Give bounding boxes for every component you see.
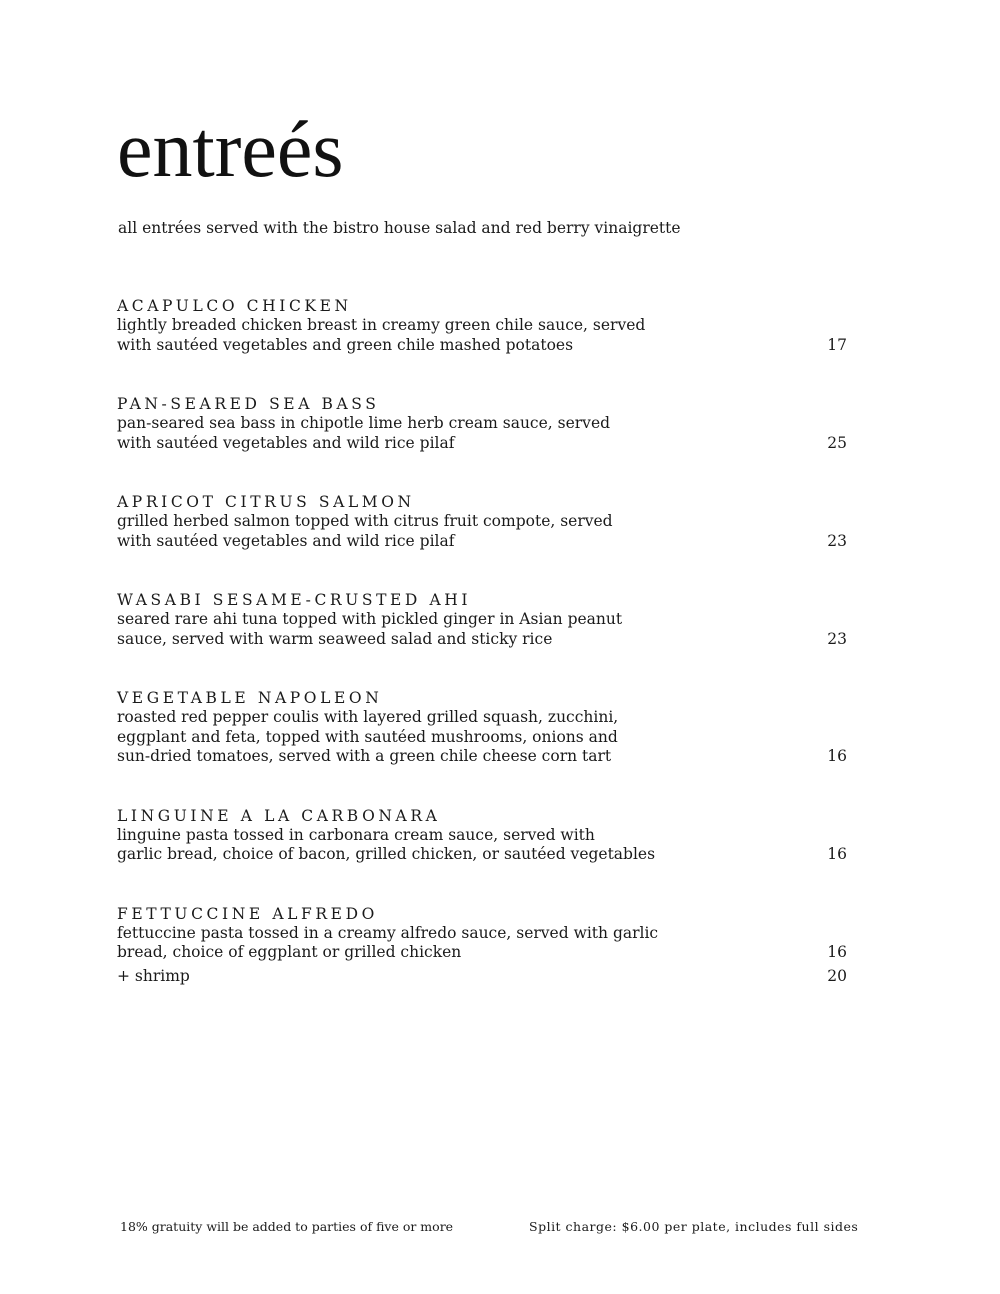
item-price: 16: [827, 747, 847, 765]
item-desc-row: [117, 414, 847, 453]
menu-item-pan-seared-sea-bass: [117, 394, 847, 453]
item-price: 16: [827, 943, 847, 961]
item-price: 25: [827, 433, 847, 452]
item-desc-row: [117, 708, 847, 767]
menu-item-acapulco-chicken: [117, 296, 847, 355]
item-desc-row: [117, 826, 847, 865]
item-desc-row: [117, 610, 847, 649]
addon-label: + shrimp: [117, 966, 190, 985]
item-name: VEGETABLE NAPOLEON: [117, 689, 383, 707]
menu-list: [117, 296, 847, 1025]
item-price: 16: [827, 845, 847, 863]
item-name: FETTUCCINE ALFREDO: [117, 904, 378, 923]
split-charge-note: Split charge: $6.00 per plate, includes full sides: [529, 1219, 859, 1234]
item-name: APRICOT CITRUS SALMON: [117, 493, 415, 511]
gratuity-note: 18% gratuity will be added to parties of five or more: [120, 1219, 454, 1234]
menu-item-vegetable-napoleon: [117, 688, 847, 767]
item-description: seared rare ahi tuna topped with pickled ginger in Asian peanut sauce, served with warm seaweed salad and sticky rice: [117, 610, 623, 648]
menu-item-apricot-citrus-salmon: [117, 492, 847, 551]
menu-item-fettuccine-alfredo: [117, 904, 847, 987]
item-price: 23: [827, 531, 847, 550]
addon-price: 20: [827, 966, 847, 985]
item-name: PAN-SEARED SEA BASS: [117, 395, 380, 413]
item-description: roasted red pepper coulis with layered grilled squash, zucchini, eggplant and feta, topped with sautéed mushrooms, onions and sun-dried tomatoes, served with a green chile cheese corn tart: [117, 708, 619, 765]
item-desc-row: [117, 512, 847, 551]
item-addon-row: [117, 967, 847, 987]
item-description: linguine pasta tossed in carbonara cream sauce, served with garlic bread, choice of bacon, grilled chicken, or sautéed vegetables: [117, 825, 656, 863]
item-price: 23: [827, 629, 847, 648]
page-subtitle: all entrées served with the bistro house salad and red berry vinaigrette: [118, 219, 681, 237]
item-desc-row: [117, 924, 847, 963]
item-name: WASABI SESAME-CRUSTED AHI: [117, 591, 472, 609]
item-name: LINGUINE A LA CARBONARA: [117, 806, 441, 825]
item-desc-row: [117, 316, 847, 355]
page-title: entreés: [117, 106, 344, 194]
item-description: pan-seared sea bass in chipotle lime herb cream sauce, served with sautéed vegetables and wild rice pilaf: [117, 414, 611, 452]
item-description: fettuccine pasta tossed in a creamy alfredo sauce, served with garlic bread, choice of eggplant or grilled chicken: [117, 923, 659, 961]
menu-item-wasabi-sesame-crusted-ahi: [117, 590, 847, 649]
item-description: lightly breaded chicken breast in creamy green chile sauce, served with sautéed vegetables and green chile mashed potatoes: [117, 316, 646, 354]
item-name: ACAPULCO CHICKEN: [117, 297, 352, 315]
item-price: 17: [827, 335, 847, 354]
menu-item-linguine-carbonara: [117, 806, 847, 865]
item-description: grilled herbed salmon topped with citrus fruit compote, served with sautéed vegetables and wild rice pilaf: [117, 512, 613, 550]
